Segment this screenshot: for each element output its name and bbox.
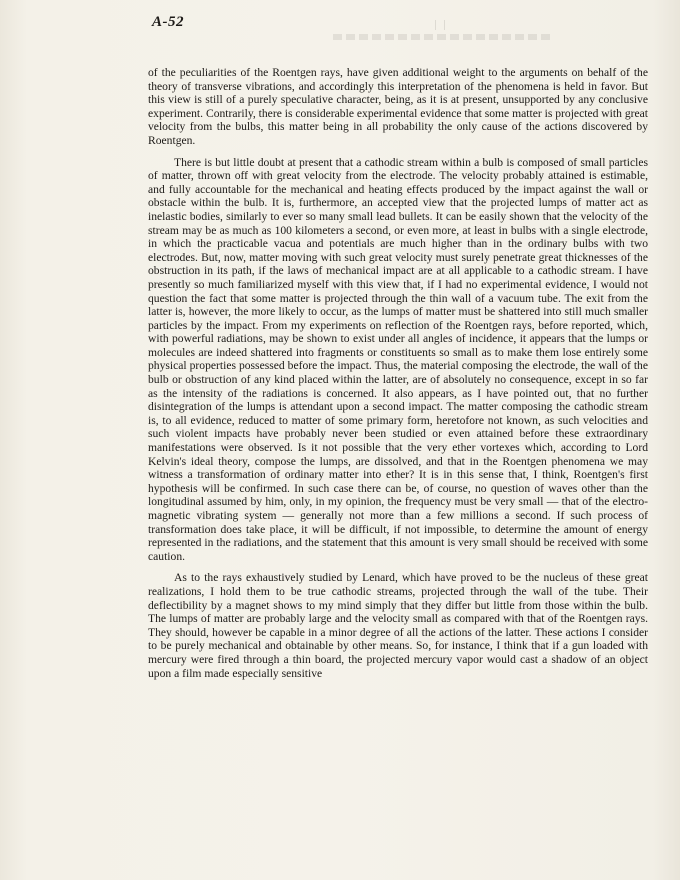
paragraph-3: As to the rays exhaustively studied by Lenard, which have proved to be the nucleus of these great realizations, I hold them to be true cathodic streams, projected through the wall of the tube. Their deflectibility by a magnet shows to my mind simply that they differ but little from those within the bulb. The lumps of matter are probably large and the velocity small as compared with that of the Roentgen rays. They should, however be capable in a minor degree of all the actions of the latter. These actions I consider to be purely mechanical and obtainable by other means. So, for instance, I think that if a gun loaded with mercury were fired through a thin board, the projected mercury vapor would cast a shadow of an object upon a film made especially sensitive [148,571,648,680]
paragraph-1: of the peculiarities of the Roentgen rays, have given additional weight to the arguments on behalf of the theory of transverse vibrations, and accordingly this interpretation of the phenomena is held in favor. But this view is still of a purely speculative character, being, as it is at present, unsupported by any conclusive experiment. Contrarily, there is considerable experimental evidence that some matter is projected with great velocity from the bulbs, this matter being in all probability the only cause of the actions discovered by Roentgen. [148,66,648,147]
reverse-side-bleed-through [290,20,590,40]
page-number: A-52 [152,14,184,30]
paragraph-2: There is but little doubt at present that a cathodic stream within a bulb is composed of small particles of matter, thrown off with great velocity from the electrode. The velocity probably attained is estimable, and fully accountable for the mechanical and heating effects produced by the impact against the wall or obstacle within the bulb. It is, furthermore, an accepted view that the projected lumps of matter act as inelastic bodies, similarly to ever so many small lead bullets. It can be easily shown that the velocity of the stream may be as much as 100 kilometers a second, or even more, at least in bulbs with a single electrode, in which the practicable vacua and potentials are much higher than in the ordinary bulbs with two electrodes. But, now, matter moving with such great velocity must surely penetrate great thicknesses of the obstruction in its path, if the laws of mechanical impact are at all applicable to a cathodic stream. I have presently so much familiarized myself with this view that, if I had no experimental evidence, I would not question the fact that some matter is projected through the thin wall of a vacuum tube. The exit from the latter is, however, the more likely to occur, as the lumps of matter must be shattered into still much smaller particles by the impact. From my experiments on reflection of the Roentgen rays, before reported, which, with powerful radiations, may be shown to exist under all angles of incidence, it appears that the lumps or molecules are indeed shattered into fragments or constituents so small as to make them lose entirely some physical properties possessed before the impact. Thus, the material composing the electrode, the wall of the bulb or obstruction of any kind placed within the latter, are of absolutely no consequence, except in so far as the intensity of the radiations is concerned. It also appears, as I have pointed out, that no further disintegration of the lumps is attendant upon a second impact. The matter composing the cathodic stream is, to all evidence, reduced to matter of some primary form, heretofore not known, as such velocities and such violent impacts have probably never been studied or even attained before these extraordinary manifestations were observed. Is it not possible that the very ether vortexes which, according to Lord Kelvin's ideal theory, compose the lumps, are dissolved, and that in the Roentgen phenomena we may witness a transformation of ordinary matter into ether? It is in this sense that, I think, Roentgen's first hypothesis will be confirmed. In such case there can be, of course, no question of waves other than the longitudinal assumed by him, only, in my opinion, the frequency must be very small — that of the electro-magnetic vibrating system — generally not more than a few millions a second. If such process of transformation does take place, it will be difficult, if not impossible, to determine the amount of energy represented in the radiations, and the statement that this amount is very small should be received with some caution. [148,155,648,563]
body-text [148,66,648,680]
